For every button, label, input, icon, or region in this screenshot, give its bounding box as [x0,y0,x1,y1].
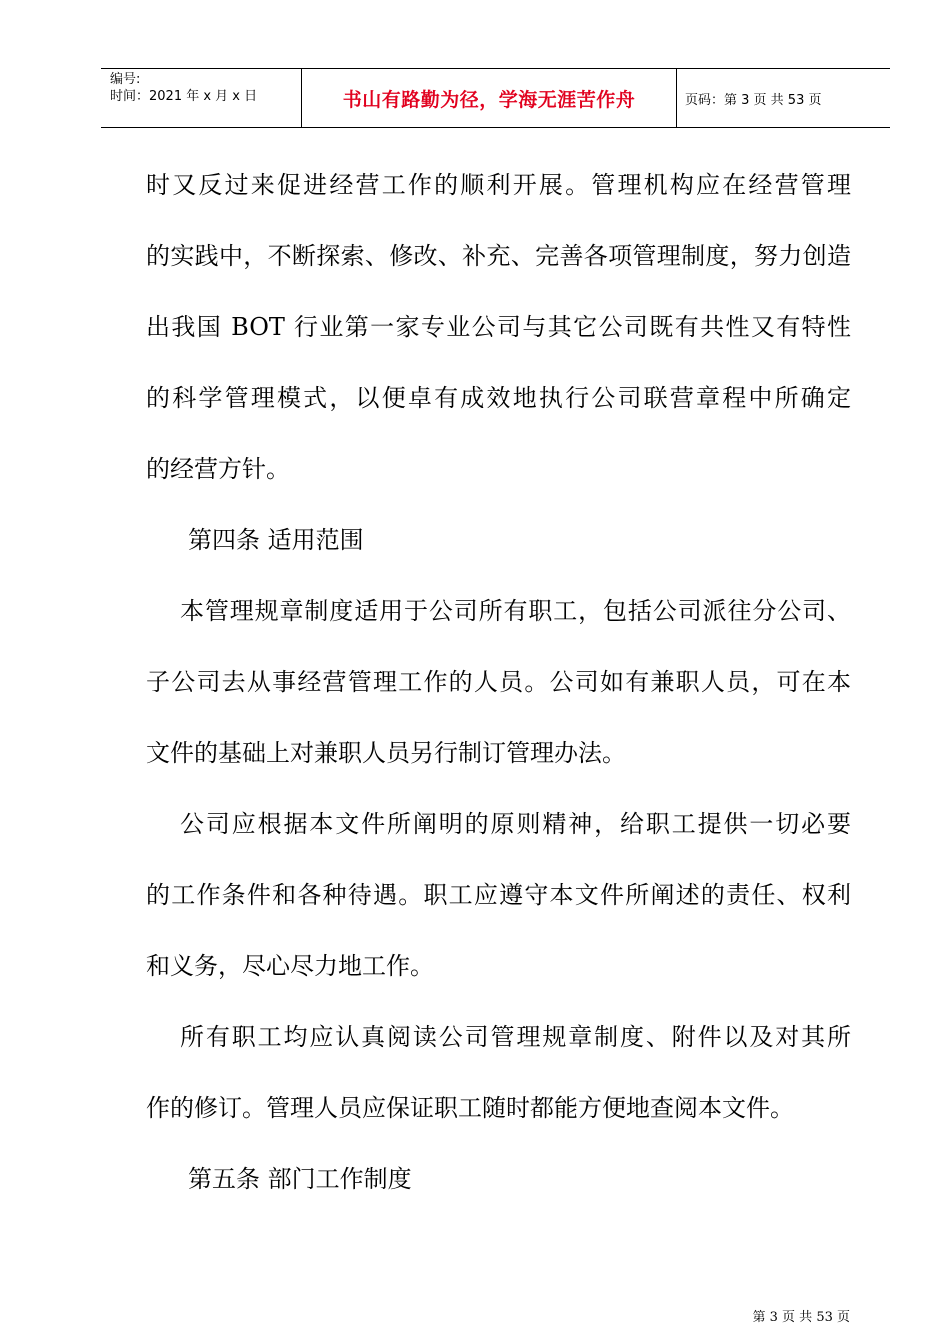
body-line: 的实践中，不断探索、修改、补充、完善各项管理制度，努力创造 [146,242,851,270]
body-line: 的科学管理模式，以便卓有成效地执行公司联营章程中所确定 [146,384,851,412]
header-page-info: 页码：第 3 页 共 53 页 [685,92,822,108]
serial-label: 编号: [110,72,141,87]
body-line: 的工作条件和各种待遇。职工应遵守本文件所阐述的责任、权利 [146,881,851,909]
body-line: 子公司去从事经营管理工作的人员。公司如有兼职人员，可在本 [146,668,851,696]
page-header [101,68,890,128]
body-line: 的经营方针。 [146,455,290,483]
header-meta [101,69,302,127]
body-line: 本管理规章制度适用于公司所有职工，包括公司派往分公司、 [180,597,851,625]
header-motto: 书山有路勤为径，学海无涯苦作舟 [302,69,677,127]
time-label: 时间：2021 年 x 月 x 日 [110,89,258,104]
document-body [146,150,851,1215]
article-heading: 第四条 适用范围 [188,526,364,554]
article-heading: 第五条 部门工作制度 [188,1165,412,1193]
page-footer: 第 3 页 共 53 页 [752,1310,850,1325]
body-line: 出我国 BOT 行业第一家专业公司与其它公司既有共性又有特性 [146,313,851,341]
body-line: 所有职工均应认真阅读公司管理规章制度、附件以及对其所 [180,1023,851,1051]
body-line: 和义务，尽心尽力地工作。 [146,952,434,980]
body-line: 公司应根据本文件所阐明的原则精神，给职工提供一切必要 [180,810,851,838]
body-line: 作的修订。管理人员应保证职工随时都能方便地查阅本文件。 [146,1094,794,1122]
body-line: 时又反过来促进经营工作的顺利开展。管理机构应在经营管理 [146,171,851,199]
body-line: 文件的基础上对兼职人员另行制订管理办法。 [146,739,626,767]
